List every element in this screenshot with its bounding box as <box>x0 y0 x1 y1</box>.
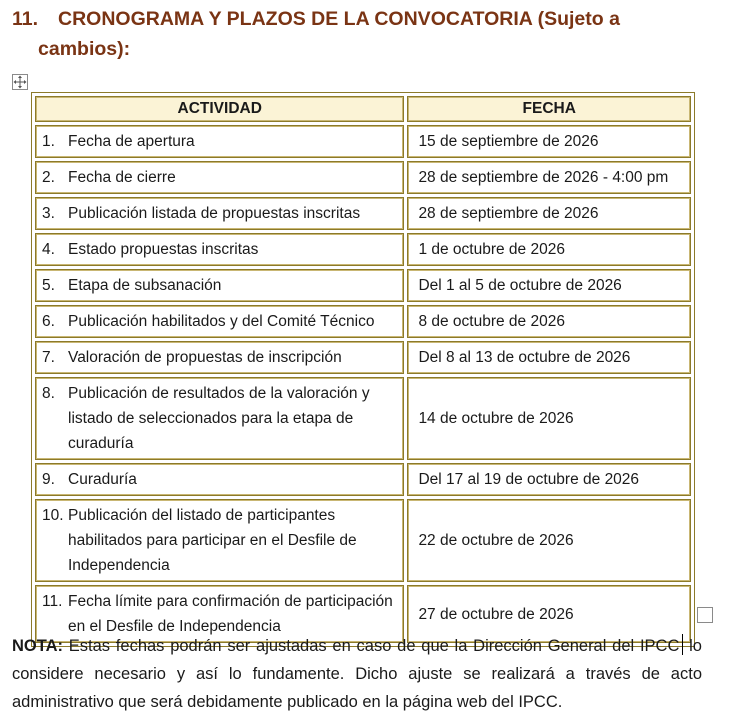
activity-cell <box>35 463 404 496</box>
date-cell: 22 de octubre de 2026 <box>407 499 691 582</box>
move-arrows-icon <box>13 75 27 89</box>
activity-text: Fecha de apertura <box>68 133 195 150</box>
header-activity: ACTIVIDAD <box>35 96 404 122</box>
table-row <box>35 197 691 230</box>
note-paragraph <box>12 632 702 716</box>
row-number: 5. <box>42 277 55 294</box>
activity-text: Publicación habilitados y del Comité Técnico <box>68 313 375 330</box>
activity-cell <box>35 125 404 158</box>
activity-cell <box>35 499 404 582</box>
table-row <box>35 463 691 496</box>
section-title-line2: cambios): <box>38 38 131 60</box>
table-row <box>35 305 691 338</box>
table-row <box>35 161 691 194</box>
table-header-row <box>35 96 691 122</box>
row-number: 9. <box>42 471 55 488</box>
date-cell: 28 de septiembre de 2026 <box>407 197 691 230</box>
schedule-table <box>31 92 695 647</box>
activity-text: Curaduría <box>68 471 137 488</box>
date-cell: Del 17 al 19 de octubre de 2026 <box>407 463 691 496</box>
activity-cell <box>35 197 404 230</box>
table-row <box>35 233 691 266</box>
activity-text: Etapa de subsanación <box>68 277 222 294</box>
section-heading <box>12 4 702 64</box>
table-row <box>35 125 691 158</box>
activity-text: Fecha límite para confirmación de participación en el Desfile de Independencia <box>68 593 393 635</box>
row-number: 4. <box>42 241 55 258</box>
table-row <box>35 341 691 374</box>
table-row <box>35 269 691 302</box>
activity-cell <box>35 341 404 374</box>
activity-cell <box>35 377 404 460</box>
activity-text: Estado propuestas inscritas <box>68 241 259 258</box>
text-cursor <box>682 634 683 655</box>
row-number: 7. <box>42 349 55 366</box>
row-number: 10. <box>42 507 64 524</box>
row-number: 3. <box>42 205 55 222</box>
activity-cell <box>35 269 404 302</box>
header-date: FECHA <box>407 96 691 122</box>
table-row <box>35 499 691 582</box>
row-number: 6. <box>42 313 55 330</box>
activity-text: Fecha de cierre <box>68 169 176 186</box>
section-title-line1: CRONOGRAMA Y PLAZOS DE LA CONVOCATORIA (Sujeto a <box>58 8 620 30</box>
date-cell: 15 de septiembre de 2026 <box>407 125 691 158</box>
table-row <box>35 377 691 460</box>
date-cell: Del 8 al 13 de octubre de 2026 <box>407 341 691 374</box>
activity-cell <box>35 161 404 194</box>
activity-text: Publicación listada de propuestas inscritas <box>68 205 361 222</box>
section-heading-line1 <box>12 4 702 34</box>
row-number: 2. <box>42 169 55 186</box>
activity-text: Valoración de propuestas de inscripción <box>68 349 342 366</box>
note-text: Estas fechas podrán ser ajustadas en caso de que la Dirección General del IPCC <box>63 637 680 655</box>
date-cell: Del 1 al 5 de octubre de 2026 <box>407 269 691 302</box>
note-text-continued: lo considere necesario y así lo fundamente. Dicho ajuste se realizará a través de acto administrativo que será debidamente publicado en la página web del IPCC. <box>12 637 702 711</box>
section-number: 11. <box>12 8 39 30</box>
row-number: 11. <box>42 593 63 610</box>
activity-cell <box>35 305 404 338</box>
date-cell: 8 de octubre de 2026 <box>407 305 691 338</box>
note-label: NOTA: <box>12 637 64 655</box>
date-cell: 14 de octubre de 2026 <box>407 377 691 460</box>
table-resize-handle[interactable] <box>697 607 713 623</box>
date-cell: 27 de octubre de 2026 <box>407 585 691 643</box>
date-cell: 1 de octubre de 2026 <box>407 233 691 266</box>
activity-text: Publicación de resultados de la valoración y listado de seleccionados para la etapa de curaduría <box>68 385 370 452</box>
table-move-handle[interactable] <box>12 74 28 90</box>
activity-text: Publicación del listado de participantes habilitados para participar en el Desfile de Independencia <box>68 507 357 574</box>
activity-cell <box>35 233 404 266</box>
row-number: 1. <box>42 133 55 150</box>
date-cell: 28 de septiembre de 2026 - 4:00 pm <box>407 161 691 194</box>
row-number: 8. <box>42 385 55 402</box>
